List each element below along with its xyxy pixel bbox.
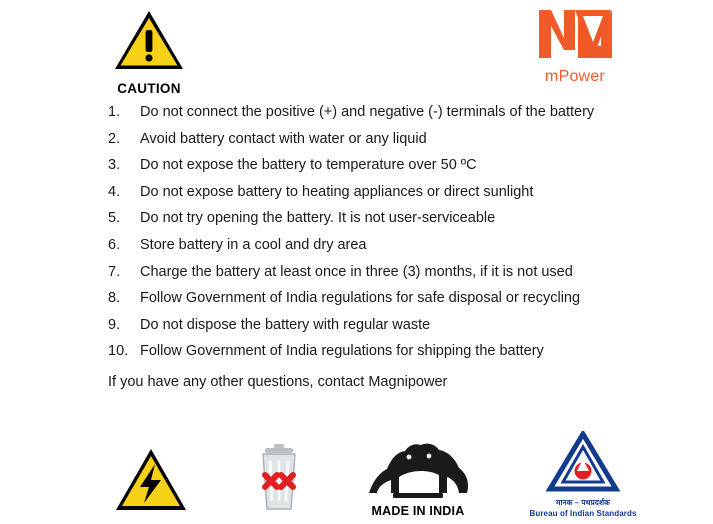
list-item: [0, 131, 713, 158]
electric-shock-hazard-icon: [114, 500, 188, 517]
list-item: [0, 184, 713, 211]
made-in-india-caption: MADE IN INDIA: [371, 504, 465, 518]
brand-block: [515, 6, 635, 86]
list-item-text: Follow Government of India regulations for safe disposal or recycling: [140, 290, 581, 307]
list-item: [0, 343, 713, 370]
list-item-number: 9.: [108, 316, 121, 333]
list-item-number: 3.: [108, 157, 121, 174]
footer-item-no-trash: [236, 441, 322, 518]
warning-triangle-icon: [108, 8, 190, 77]
no-trash-bin-icon: [243, 500, 315, 517]
list-item: [0, 317, 713, 344]
list-item: [0, 290, 713, 317]
list-item-text: Charge the battery at least once in three (3) months, if it is not used: [140, 263, 573, 280]
list-item: [0, 104, 713, 131]
list-item: [0, 210, 713, 237]
list-item-number: 5.: [108, 210, 121, 227]
instruction-list: [0, 104, 713, 390]
bis-standard-mark-icon: [546, 480, 620, 497]
footer-icon-row: [0, 424, 713, 524]
bis-caption: Bureau of Indian Standards: [529, 509, 637, 518]
list-item-text: Follow Government of India regulations for shipping the battery: [140, 343, 544, 360]
list-item: [0, 157, 713, 184]
list-item-number: 4.: [108, 183, 121, 200]
list-item: [0, 237, 713, 264]
list-item-text: Do not try opening the battery. It is not user-serviceable: [140, 210, 496, 227]
bis-hindi-caption: मानक – पथप्रदर्शक: [555, 498, 611, 507]
mpower-m-logo: [515, 6, 635, 67]
caution-label: CAUTION: [117, 81, 181, 96]
closing-note: If you have any other questions, contact Magnipower: [108, 373, 448, 390]
list-item-number: 8.: [108, 290, 121, 307]
list-item-number: 2.: [108, 130, 121, 147]
brand-name: mPower: [545, 68, 605, 85]
list-item-number: 10.: [108, 343, 129, 360]
list-item: [0, 264, 713, 291]
footer-item-electric-hazard: [108, 447, 194, 518]
list-item-text: Avoid battery contact with water or any liquid: [140, 130, 427, 147]
list-item-text: Do not dispose the battery with regular waste: [140, 316, 431, 333]
list-item-text: Do not connect the positive (+) and negative (-) terminals of the battery: [140, 104, 595, 120]
footer-item-bis-mark: [520, 431, 646, 518]
list-item-number: 7.: [108, 263, 121, 280]
footer-item-made-in-india: [356, 439, 480, 518]
list-item-text: Do not expose battery to heating appliances or direct sunlight: [140, 183, 534, 200]
list-item-text: Store battery in a cool and dry area: [140, 236, 367, 253]
lion-capital-icon: [363, 488, 473, 505]
document-header: [0, 0, 713, 96]
list-item-number: 1.: [108, 104, 121, 120]
list-item-text: Do not expose the battery to temperature over 50 ºC: [140, 157, 477, 174]
list-item-number: 6.: [108, 236, 121, 253]
caution-block: [108, 8, 190, 96]
